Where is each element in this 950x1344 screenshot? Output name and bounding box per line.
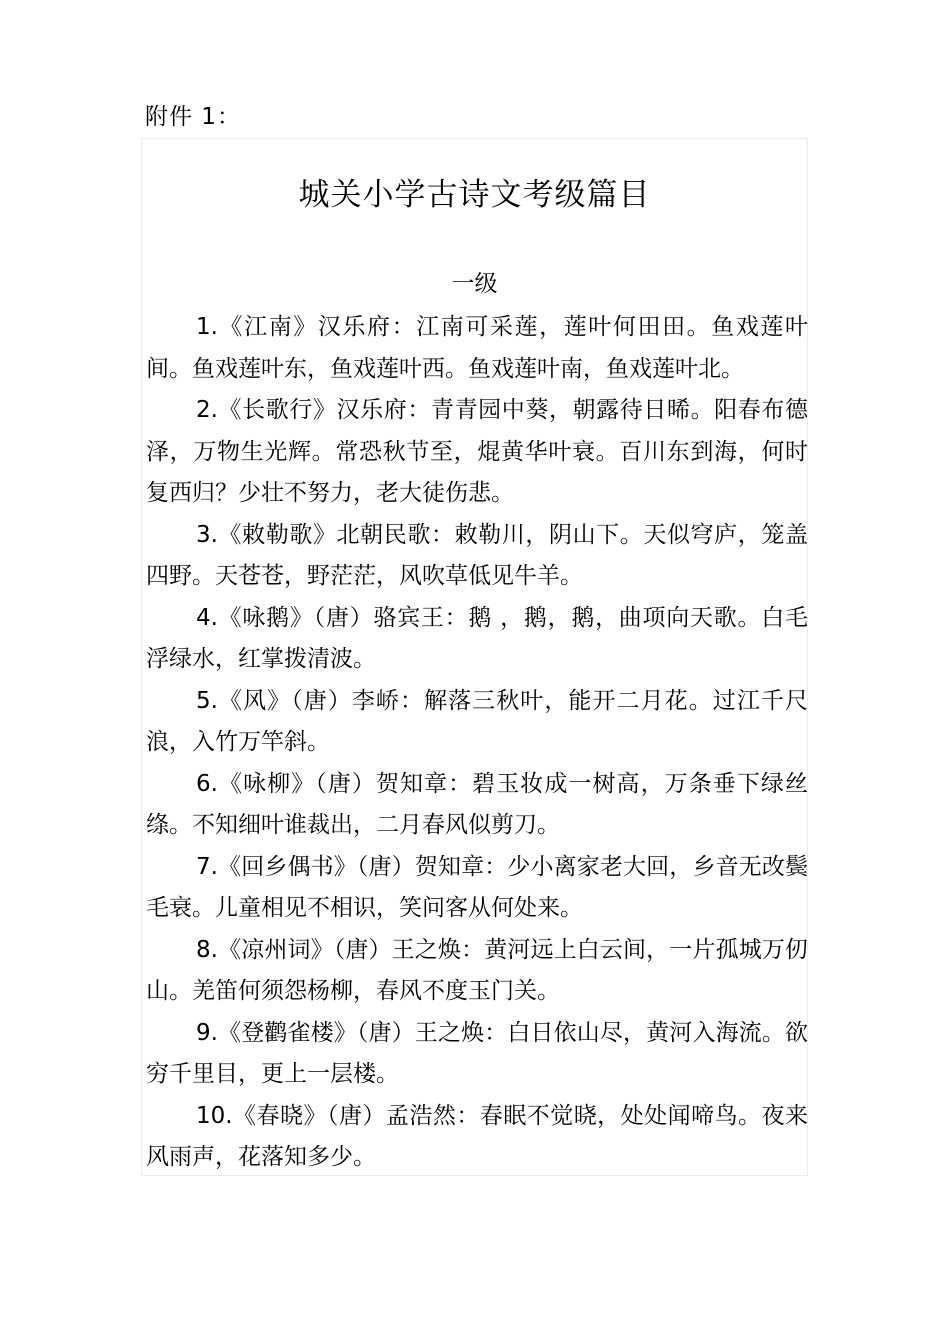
poem-item: 3.《敕勒歌》北朝民歌：敕勒川，阴山下。天似穹庐，笼盖四野。天苍苍，野茫茫，风吹草低见牛羊。	[146, 521, 808, 589]
page-title: 城关小学古诗文考级篇目	[298, 177, 651, 213]
poem-item: 5.《风》（唐）李峤：解落三秋叶，能开二月花。过江千尺浪，入竹万竿斜。	[146, 687, 808, 755]
level-heading: 一级	[451, 271, 498, 297]
poem-item: 6.《咏柳》（唐）贺知章：碧玉妆成一树高，万条垂下绿丝绦。不知细叶谁裁出，二月春风似剪刀。	[146, 770, 808, 838]
attachment-label: 附件 1：	[145, 104, 241, 130]
poem-item: 8.《凉州词》（唐）王之焕：黄河远上白云间，一片孤城万仞山。羌笛何须怨杨柳，春风不度玉门关。	[146, 936, 808, 1004]
poem-item: 2.《长歌行》汉乐府：青青园中葵，朝露待日晞。阳春布德泽，万物生光辉。常恐秋节至，焜黄华叶衰。百川东到海，何时复西归？少壮不努力，老大徒伤悲。	[146, 397, 808, 506]
poem-item: 7.《回乡偶书》（唐）贺知章：少小离家老大回，乡音无改鬓毛衰。儿童相见不相识，笑问客从何处来。	[146, 853, 808, 921]
poem-item: 9.《登鹳雀楼》（唐）王之焕：白日依山尽，黄河入海流。欲穷千里目，更上一层楼。	[146, 1019, 808, 1087]
poem-item: 1.《江南》汉乐府：江南可采莲，莲叶何田田。鱼戏莲叶间。鱼戏莲叶东，鱼戏莲叶西。鱼戏莲叶南，鱼戏莲叶北。	[146, 314, 808, 382]
poem-item: 4.《咏鹅》（唐）骆宾王：鹅 ，鹅，鹅，曲项向天歌。白毛浮绿水，红掌拨清波。	[146, 604, 808, 672]
poem-item: 10.《春晓》（唐）孟浩然：春眠不觉晓，处处闻啼鸟。夜来风雨声，花落知多少。	[146, 1102, 808, 1170]
document-content	[141, 138, 808, 1176]
poem-list	[146, 307, 808, 1179]
